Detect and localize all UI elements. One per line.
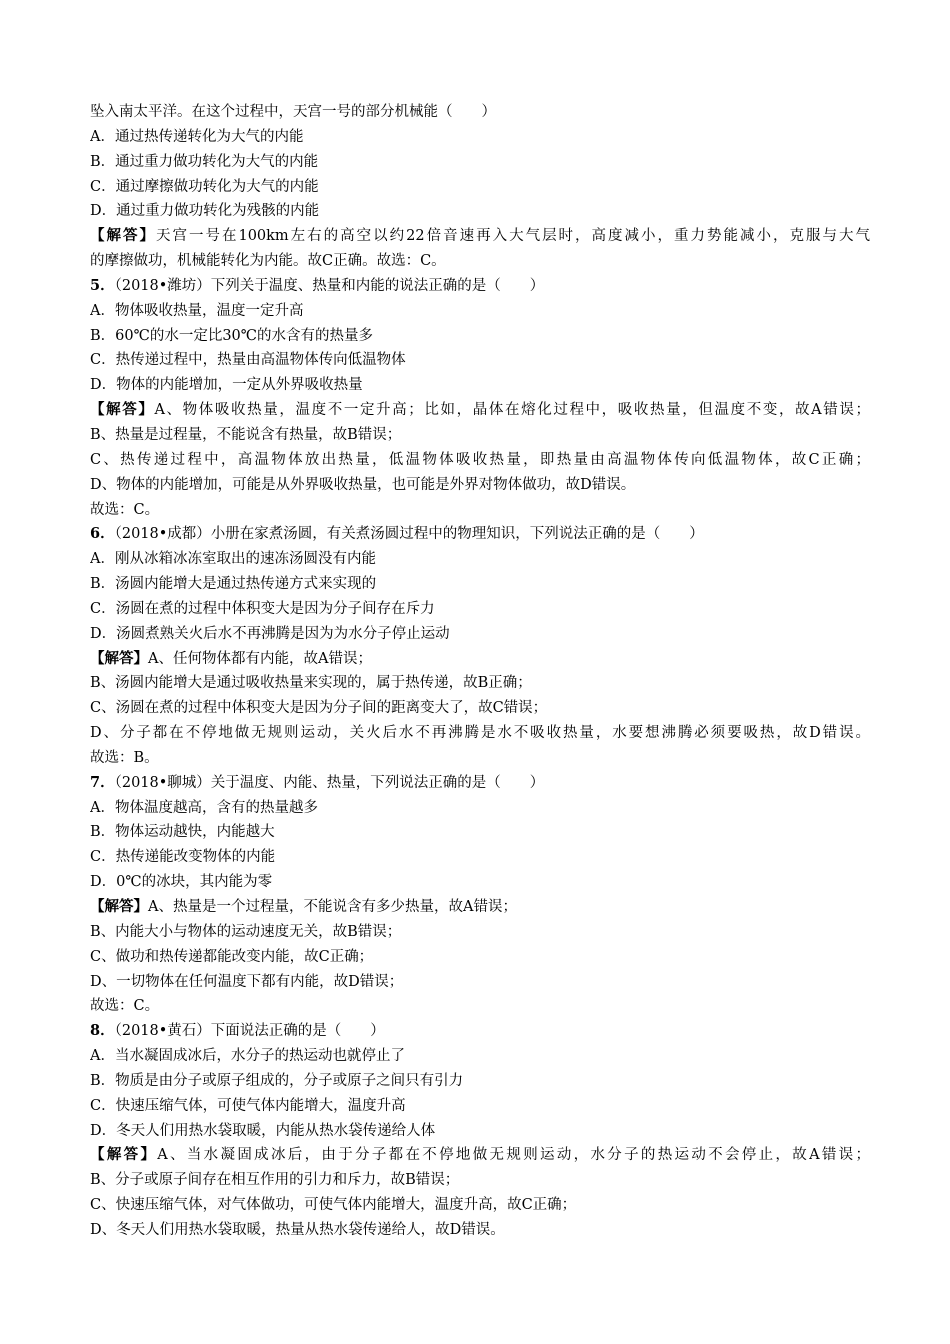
- answer-label: 【解答】: [90, 1146, 158, 1164]
- line-text: B．物体运动越快，内能越大: [90, 824, 275, 841]
- text-line: [90, 796, 870, 821]
- line-text: A．当水凝固成冰后，水分子的热运动也就停止了: [90, 1048, 405, 1065]
- line-text: C．热传递过程中，热量由高温物体传向低温物体: [90, 352, 406, 369]
- text-line: [90, 299, 870, 324]
- text-line: [90, 199, 870, 224]
- text-line: [90, 1218, 870, 1243]
- line-text: 的摩擦做功，机械能转化为内能。故C正确。故选：C。: [90, 253, 446, 270]
- line-text: （2018•潍坊）下列关于温度、热量和内能的说法正确的是（ ）: [114, 277, 545, 294]
- text-line: [90, 150, 870, 175]
- line-text: A．通过热传递转化为大气的内能: [90, 128, 304, 145]
- text-line: [90, 423, 870, 448]
- line-text: A、任何物体都有内能，故A错误；: [148, 650, 372, 667]
- question-line: [90, 1019, 870, 1044]
- text-line: [90, 721, 870, 746]
- line-text: C、快速压缩气体，对气体做功，可使气体内能增大，温度升高，故C正确；: [90, 1197, 577, 1214]
- answer-label: 【解答】: [90, 649, 148, 667]
- line-text: D．冬天人们用热水袋取暖，内能从热水袋传递给人体: [90, 1122, 436, 1139]
- answer-line: [90, 224, 870, 249]
- line-text: （2018•成都）小册在家煮汤圆，有关煮汤圆过程中的物理知识，下列说法正确的是（ ）: [114, 526, 704, 543]
- line-text: D．0℃的冰块，其内能为零: [90, 874, 273, 891]
- line-text: 故选：C。: [90, 998, 160, 1015]
- line-text: C．快速压缩气体，可使气体内能增大，温度升高: [90, 1097, 406, 1114]
- answer-line: [90, 895, 870, 920]
- text-line: [90, 994, 870, 1019]
- text-line: [90, 970, 870, 995]
- line-text: （2018•聊城）关于温度、内能、热量，下列说法正确的是（ ）: [114, 774, 545, 791]
- text-line: [90, 547, 870, 572]
- answer-label: 【解答】: [90, 227, 156, 245]
- text-line: [90, 100, 870, 125]
- question-number: 6．: [90, 525, 115, 543]
- answer-line: [90, 647, 870, 672]
- line-text: B、汤圆内能增大是通过吸收热量来实现的，属于热传递，故B正确；: [90, 675, 532, 692]
- text-line: [90, 1094, 870, 1119]
- line-text: C、做功和热传递都能改变内能，故C正确；: [90, 948, 374, 965]
- answer-label: 【解答】: [90, 401, 155, 419]
- line-text: 坠入南太平洋。在这个过程中，天宫一号的部分机械能（ ）: [90, 104, 496, 120]
- question-line: [90, 274, 870, 299]
- line-text: 故选：C。: [90, 501, 160, 518]
- line-text: （2018•黄石）下面说法正确的是（ ）: [114, 1023, 385, 1040]
- line-text: D、一切物体在任何温度下都有内能，故D错误；: [90, 973, 404, 990]
- question-number: 8．: [90, 1022, 115, 1040]
- answer-line: [90, 1143, 870, 1168]
- line-text: A．物体温度越高，含有的热量越多: [90, 799, 318, 816]
- line-text: B．通过重力做功转化为大气的内能: [90, 153, 319, 170]
- text-line: [90, 125, 870, 150]
- text-line: [90, 498, 870, 523]
- text-line: [90, 622, 870, 647]
- line-text: B、热量是过程量，不能说含有热量，故B错误；: [90, 426, 402, 443]
- line-text: A、当水凝固成冰后，由于分子都在不停地做无规则运动，水分子的热运动不会停止，故A错误；: [157, 1147, 870, 1164]
- line-text: D．通过重力做功转化为残骸的内能: [90, 203, 320, 220]
- line-text: D、物体的内能增加，可能是从外界吸收热量，也可能是外界对物体做功，故D错误。: [90, 476, 636, 493]
- question-line: [90, 771, 870, 796]
- line-text: C．热传递能改变物体的内能: [90, 849, 276, 866]
- document-page: [90, 100, 870, 1243]
- answer-label: 【解答】: [90, 898, 148, 915]
- text-line: [90, 671, 870, 696]
- text-line: [90, 1069, 870, 1094]
- text-line: [90, 249, 870, 274]
- line-text: B．60℃的水一定比30℃的水含有的热量多: [90, 327, 373, 344]
- line-text: B、内能大小与物体的运动速度无关，故B错误；: [90, 923, 402, 940]
- text-line: [90, 820, 870, 845]
- line-text: B、分子或原子间存在相互作用的引力和斥力，故B错误；: [90, 1172, 460, 1189]
- text-line: [90, 845, 870, 870]
- line-text: C、汤圆在煮的过程中体积变大是因为分子间的距离变大了，故C错误；: [90, 700, 548, 717]
- text-line: [90, 597, 870, 622]
- text-line: [90, 1193, 870, 1218]
- line-text: B．物质是由分子或原子组成的，分子或原子之间只有引力: [90, 1072, 464, 1089]
- line-text: C．汤圆在煮的过程中体积变大是因为分子间存在斥力: [90, 600, 435, 617]
- text-line: [90, 696, 870, 721]
- line-text: A．物体吸收热量，温度一定升高: [90, 302, 304, 319]
- text-line: [90, 746, 870, 771]
- text-line: [90, 373, 870, 398]
- text-line: [90, 1044, 870, 1069]
- line-text: C．通过摩擦做功转化为大气的内能: [90, 178, 319, 195]
- line-text: A、热量是一个过程量，不能说含有多少热量，故A错误；: [148, 899, 517, 915]
- line-text: B．汤圆内能增大是通过热传递方式来实现的: [90, 576, 377, 593]
- text-line: [90, 945, 870, 970]
- line-text: A、物体吸收热量，温度不一定升高；比如，晶体在熔化过程中，吸收热量，但温度不变，故A错误；: [154, 402, 870, 419]
- line-text: D、冬天人们用热水袋取暖，热量从热水袋传递给人，故D错误。: [90, 1221, 505, 1238]
- question-line: [90, 522, 870, 547]
- text-line: [90, 324, 870, 349]
- answer-line: [90, 398, 870, 423]
- text-line: [90, 473, 870, 498]
- text-line: [90, 920, 870, 945]
- question-number: 7．: [90, 773, 115, 791]
- line-text: 故选：B。: [90, 749, 159, 766]
- text-line: [90, 1168, 870, 1193]
- text-line: [90, 348, 870, 373]
- line-text: D．汤圆煮熟关火后水不再沸腾是因为为水分子停止运动: [90, 625, 450, 642]
- line-text: D．物体的内能增加，一定从外界吸收热量: [90, 377, 363, 394]
- text-line: [90, 572, 870, 597]
- text-line: [90, 175, 870, 200]
- text-line: [90, 870, 870, 895]
- line-text: 天宫一号在100km左右的高空以约22倍音速再入大气层时，高度减小，重力势能减小，克服与大气: [155, 228, 870, 245]
- text-line: [90, 448, 870, 473]
- line-text: A．刚从冰箱冰冻室取出的速冻汤圆没有内能: [90, 551, 376, 568]
- line-text: D、分子都在不停地做无规则运动，关火后水不再沸腾是水不吸收热量，水要想沸腾必须要吸热，故D错误。: [90, 725, 870, 742]
- text-line: [90, 1119, 870, 1144]
- question-number: 5．: [90, 276, 115, 294]
- line-text: C、热传递过程中，高温物体放出热量，低温物体吸收热量，即热量由高温物体传向低温物体，故C正确；: [90, 451, 870, 468]
